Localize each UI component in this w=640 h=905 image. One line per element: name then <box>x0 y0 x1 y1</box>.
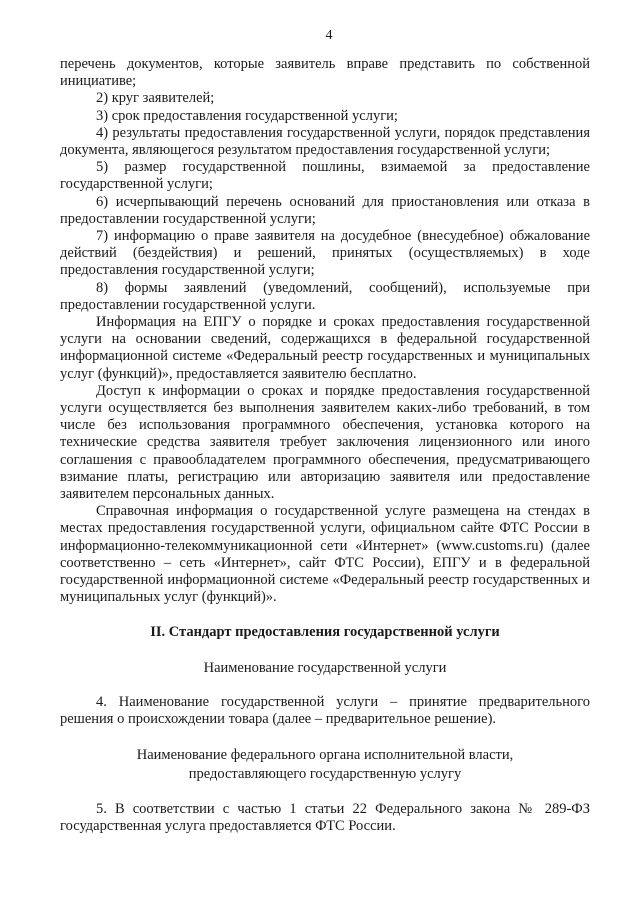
subheading: Наименование государственной услуги <box>203 659 447 676</box>
subheading-line: Наименование федерального органа исполнительной власти, <box>136 746 514 763</box>
section-title: II. Стандарт предоставления государственной услуги <box>150 623 500 640</box>
paragraph: Справочная информация о государственной услуге размещена на стендах в местах предоставления государственной услуги, официальном сайте ФТС России в информационно-телекоммуникационной сети «Интернет» (www.customs.ru) (далее соответственно – сеть «Интернет», сайт ФТС России), ЕПГУ и в федеральной государственной информационной системе «Федеральный реестр государственных и муниципальных услуг (функций)». <box>60 503 590 606</box>
list-item: 6) исчерпывающий перечень оснований для приостановления или отказа в предоставлении государственной услуги; <box>60 193 590 227</box>
list-item: 4) результаты предоставления государственной услуги, порядок представления документа, являющегося результатом предоставления государственной услуги; <box>60 124 590 159</box>
list-item: 5) размер государственной пошлины, взимаемой за предоставление государственной услуги; <box>60 159 590 193</box>
paragraph: 4. Наименование государственной услуги – принятие предварительного решения о происхождении товара (далее – предварительное решение). <box>60 693 590 727</box>
document-body <box>60 56 590 835</box>
paragraph: Информация на ЕПГУ о порядке и сроках предоставления государственной услуги на основании сведений, содержащихся в федеральной государственной информационной системе «Федеральный реестр государственных и муниципальных услуг (функций)», предоставляется заявителю бесплатно. <box>60 314 590 382</box>
list-item: 8) формы заявлений (уведомлений, сообщений), используемые при предоставлении государственной услуги. <box>60 279 590 313</box>
list-item: 7) информацию о праве заявителя на досудебное (внесудебное) обжалование действий (бездействия) и решений, принятых (осуществляемых) в ходе предоставления государственной услуги; <box>60 228 590 279</box>
subheading <box>60 746 590 784</box>
list-item: 2) круг заявителей; <box>96 90 215 107</box>
paragraph: перечень документов, которые заявитель вправе представить по собственной инициативе; <box>60 56 590 90</box>
paragraph: Доступ к информации о сроках и порядке предоставления государственной услуги осуществляется без выполнения заявителем каких-либо требований, в том числе без использования программного обеспечения, установка которого на технические средства заявителя требует заключения лицензионного или иного соглашения с правообладателем программного обеспечения, предусматривающего взимание платы, регистрацию или авторизацию заявителя или предоставление заявителем персональных данных. <box>60 382 590 503</box>
paragraph: 5. В соответствии с частью 1 статьи 22 Федерального закона № 289-ФЗ государственная услуга предоставляется ФТС России. <box>60 800 590 835</box>
list-item: 3) срок предоставления государственной услуги; <box>96 107 398 124</box>
subheading-line: предоставляющего государственную услугу <box>188 765 462 782</box>
page-number: 4 <box>325 28 333 43</box>
